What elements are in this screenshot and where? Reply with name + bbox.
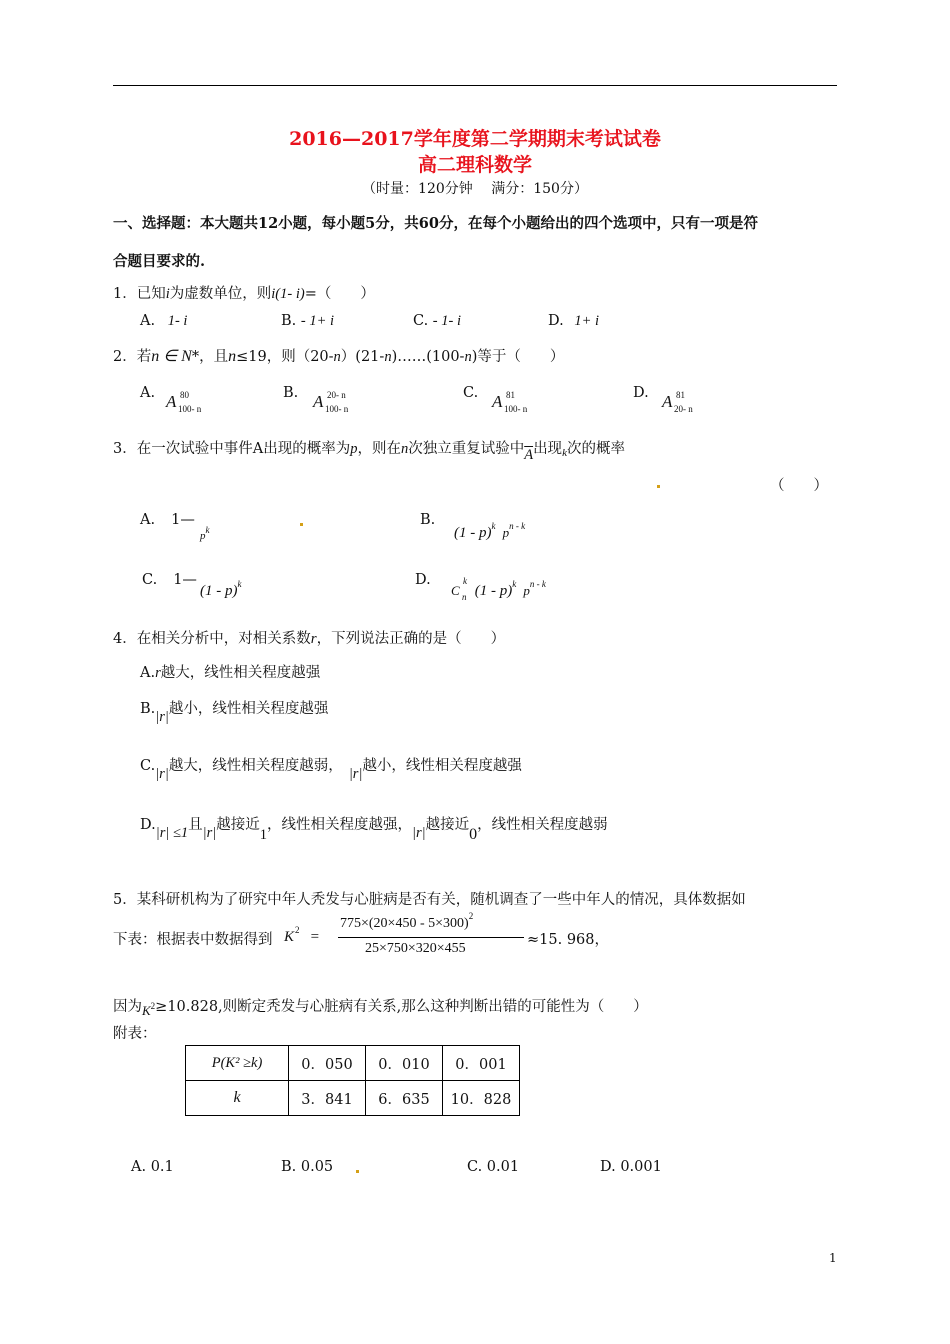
q1-option-c: C. - 1- i — [413, 313, 461, 329]
table-cell: k — [186, 1081, 289, 1116]
q3-option-b-formula: (1 - p)$^k$ $p^{n - k}$ — [454, 521, 526, 541]
fraction-bar — [338, 937, 524, 938]
question-5-line3: 因为K2≥10.828,则断定秃发与心脏病有关系,那么这种判断出错的可能性为（ ） — [113, 999, 648, 1018]
attached-table-label: 附表： — [113, 1026, 157, 1042]
q2-option-c-formula: A 81 100- n — [492, 390, 528, 414]
q2-option-b-formula: A 20- n 100- n — [313, 390, 349, 414]
exam-title: 2016—2017学年度第二学期期末考试试卷 — [289, 128, 661, 150]
table-cell: 6．635 — [366, 1081, 443, 1116]
q2-option-a: A. — [140, 385, 156, 401]
formula-result: ≈15. 968， — [527, 932, 609, 948]
exam-subject: 高二理科数学 — [417, 154, 532, 176]
q5-option-c: C. 0.01 — [467, 1159, 520, 1175]
q4-option-c: C.|r|越大，线性相关程度越弱， |r|越小，线性相关程度越强 — [140, 758, 522, 782]
section-heading-line1: 一、选择题：本大题共12小题，每小题5分，共60分，在每个小题给出的四个选项中，只有一项是符 — [113, 215, 758, 232]
q3-option-c: C. 1— — [142, 572, 197, 588]
q3-option-d-formula: C k n (1 - p)$^k$ $p^{n - k}$ — [451, 576, 546, 602]
q3-option-b: B. — [420, 512, 436, 528]
stray-dot — [657, 485, 660, 488]
table-cell: 3．841 — [289, 1081, 366, 1116]
q2-option-b: B. — [283, 385, 299, 401]
q2-option-c: C. — [463, 385, 479, 401]
q5-option-d: D. 0.001 — [600, 1159, 662, 1175]
question-1: 1．已知i为虚数单位，则i(1- i)=（ ） — [113, 286, 375, 302]
q2-option-d-formula: A 81 20- n — [662, 390, 693, 414]
table-cell: P(K² ≥k) — [186, 1046, 289, 1081]
table-row — [186, 1081, 520, 1116]
q1-option-a: A. 1- i — [140, 313, 188, 329]
header-rule — [113, 85, 837, 86]
stray-dot — [356, 1170, 359, 1173]
q1-option-b: B. - 1+ i — [281, 313, 335, 329]
q3-option-a: A. 1— — [140, 512, 195, 528]
page-number: 1 — [829, 1251, 837, 1265]
q3-option-c-formula: (1 - p)$^k$ — [200, 579, 242, 599]
table-cell: 0．001 — [443, 1046, 520, 1081]
k-squared-formula: $K^2$ = — [284, 925, 320, 945]
q4-option-d: D.|r| ≤1且|r|越接近1，线性相关程度越强，|r|越接近0，线性相关程度越弱 — [140, 817, 608, 843]
q2-option-a-formula: A 80 100- n — [166, 390, 202, 414]
q3-option-a-formula: $p^k$ — [200, 525, 210, 542]
question-5-line1: 5．某科研机构为了研究中年人秃发与心脏病是否有关，随机调查了一些中年人的情况，具体数据如 — [113, 892, 746, 908]
formula-numerator: $775\times(20\times 450 - 5\times 300)^2$ — [340, 911, 474, 931]
q5-option-a: A. 0.1 — [131, 1159, 174, 1175]
q3-option-d: D. — [415, 572, 431, 588]
stray-dot — [300, 523, 303, 526]
q5-option-b: B. 0.05 — [281, 1159, 334, 1175]
q4-option-b: B.|r|越小，线性相关程度越强 — [140, 701, 329, 725]
critical-value-table — [185, 1045, 520, 1116]
q2-option-d: D. — [633, 385, 649, 401]
section-heading-line2: 合题目要求的. — [113, 253, 206, 270]
q1-option-d: D. 1+ i — [548, 313, 600, 329]
question-3: 3．在一次试验中事件A出现的概率为p，则在n次独立重复试验中$\overline{A}$出现$_k$次的概率 — [113, 441, 625, 463]
question-4: 4．在相关分析中，对相关系数r，下列说法正确的是（ ） — [113, 631, 506, 647]
table-cell: 10．828 — [443, 1081, 520, 1116]
exam-meta: （时量：120分钟 满分：150分） — [362, 181, 588, 197]
table-cell: 0．010 — [366, 1046, 443, 1081]
q3-answer-paren: （ ） — [770, 478, 828, 494]
table-cell: 0．050 — [289, 1046, 366, 1081]
q4-option-a: A.r越大，线性相关程度越强 — [140, 665, 321, 681]
question-5-line2: 下表：根据表中数据得到 — [113, 932, 273, 948]
table-row — [186, 1046, 520, 1081]
question-2: 2．若n ∈ N*，且n≤19，则（20-n）(21-n)……(100-n)等于（ ） — [113, 348, 565, 365]
formula-denominator: 25×750×320×455 — [365, 941, 466, 956]
